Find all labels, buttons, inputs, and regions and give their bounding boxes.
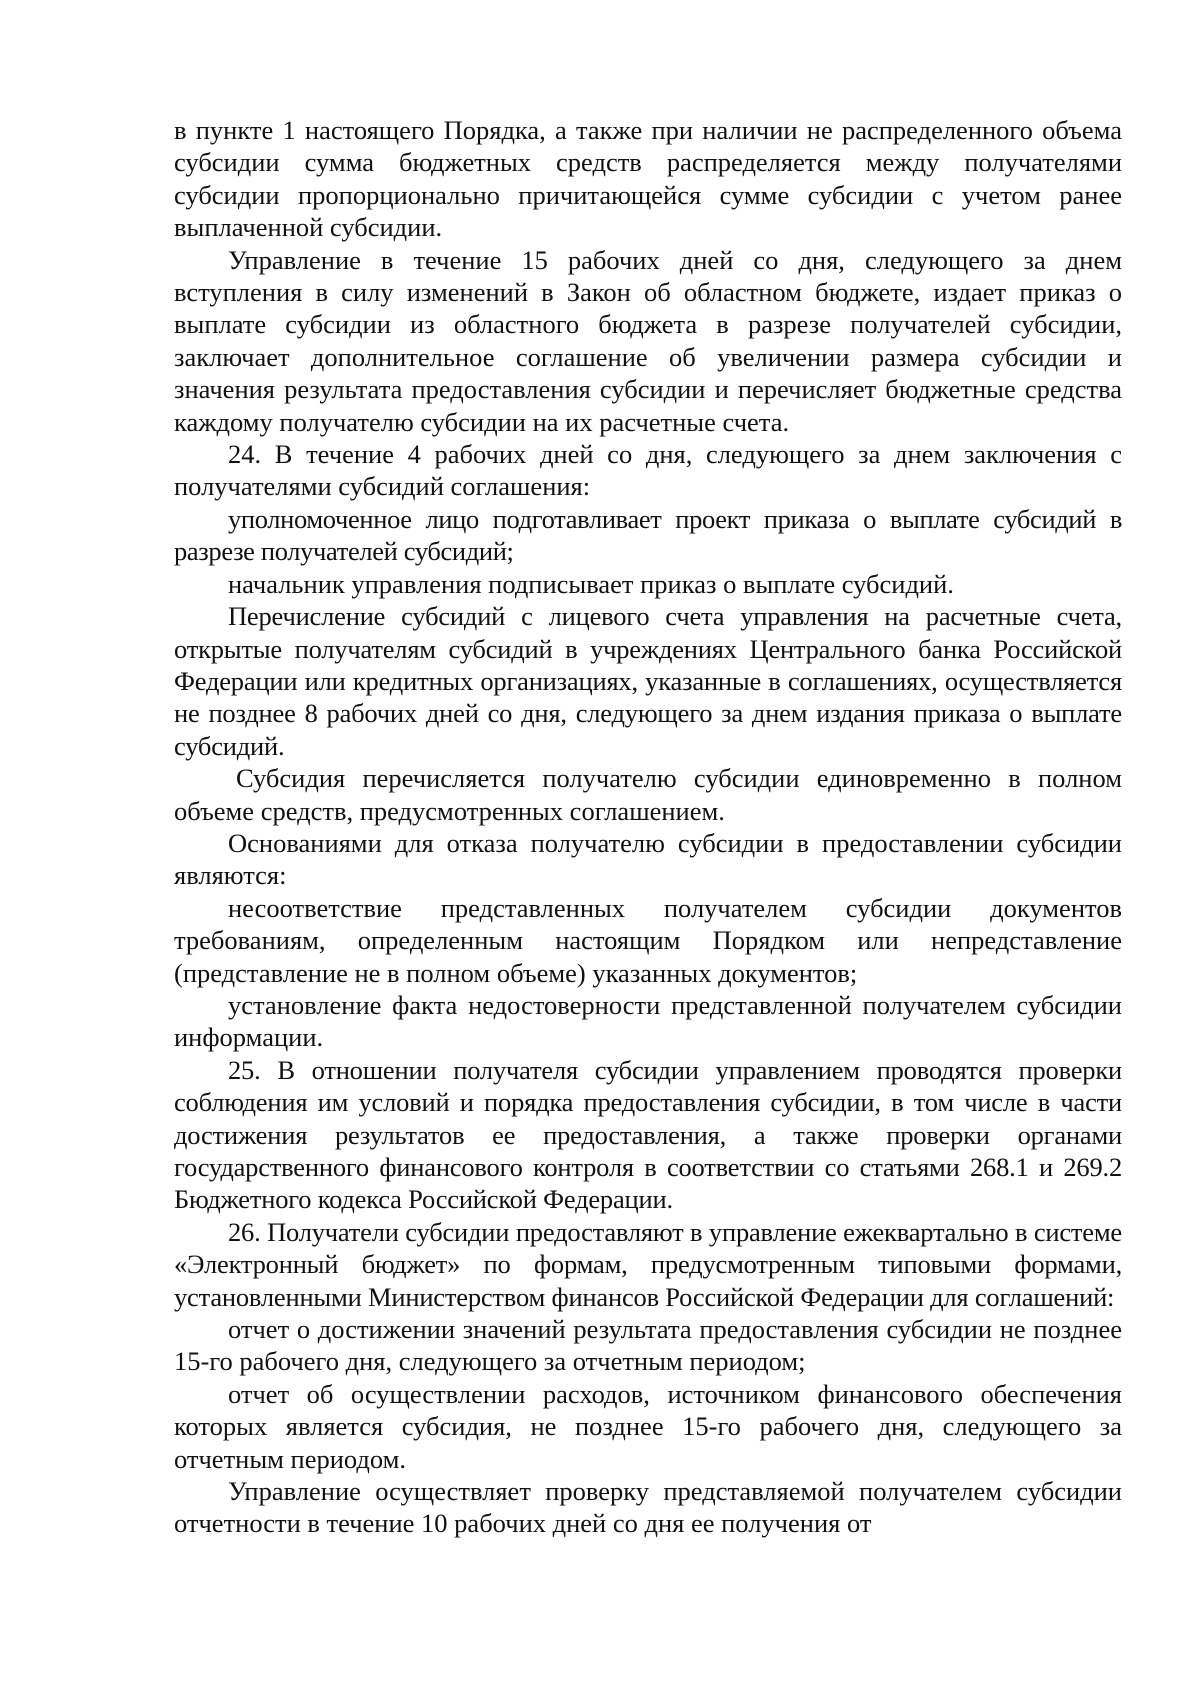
- paragraph-14: отчет об осуществлении расходов, источником финансового обеспечения которых является субсидия, не позднее 15-го рабочего дня, следующего за отчетным периодом.: [174, 1378, 1122, 1474]
- paragraph-2: Управление в течение 15 рабочих дней со дня, следующего за днем вступления в силу изменений в Закон об областном бюджете, издает приказ о выплате субсидии из областного бюджета в разрезе получателей субсидии, заключает дополнительное соглашение об увеличении размера субсидии и значения результата предоставления субсидии и перечисляет бюджетные средства каждому получателю субсидии на их расчетные счета.: [174, 244, 1122, 437]
- paragraph-1: в пункте 1 настоящего Порядка, а также при наличии не распределенного объема субсидии сумма бюджетных средств распределяется между получателями субсидии пропорционально причитающейся сумме субсидии с учетом ранее выплаченной субсидии.: [174, 115, 1122, 243]
- document-page: [174, 114, 1122, 1539]
- paragraph-5: начальник управления подписывает приказ о выплате субсидий.: [228, 568, 954, 599]
- paragraph-7: Субсидия перечисляется получателю субсидии единовременно в полном объеме средств, предусмотренных соглашением.: [174, 763, 1122, 826]
- paragraph-12: 26. Получатели субсидии предоставляют в управление ежеквартально в системе «Электронный бюджет» по формам, предусмотренным типовыми формами, установленными Министерством финансов Российской Федерации для соглашений:: [174, 1216, 1122, 1312]
- paragraph-15: Управление осуществляет проверку представляемой получателем субсидии отчетности в течение 10 рабочих дней со дня ее получения от: [174, 1476, 1122, 1539]
- paragraph-4: уполномоченное лицо подготавливает проект приказа о выплате субсидий в разрезе получателей субсидий;: [174, 503, 1122, 567]
- paragraph-10: установление факта недостоверности представленной получателем субсидии информации.: [174, 989, 1122, 1053]
- paragraph-3: 24. В течение 4 рабочих дней со дня, следующего за днем заключения с получателями субсидий соглашения:: [174, 439, 1122, 502]
- paragraph-8: Основаниями для отказа получателю субсидии в предоставлении субсидии являются:: [174, 827, 1122, 891]
- paragraph-11: 25. В отношении получателя субсидии управлением проводятся проверки соблюдения им условий и порядка предоставления субсидии, в том числе в части достижения результатов ее предоставления, а также проверки органами государственного финансового контроля в соответствии со статьями 268.1 и 269.2 Бюджетного кодекса Российской Федерации.: [174, 1054, 1122, 1215]
- paragraph-9: несоответствие представленных получателем субсидии документов требованиям, определенным настоящим Порядком или непредставление (представление не в полном объеме) указанных документов;: [174, 892, 1122, 988]
- paragraph-6: Перечисление субсидий с лицевого счета управления на расчетные счета, открытые получателям субсидий в учреждениях Центрального банка Российской Федерации или кредитных организациях, указанные в соглашениях, осуществляется не позднее 8 рабочих дней со дня, следующего за днем издания приказа о выплате субсидий.: [174, 601, 1122, 761]
- paragraph-13: отчет о достижении значений результата предоставления субсидии не позднее 15-го рабочего дня, следующего за отчетным периодом;: [174, 1314, 1122, 1377]
